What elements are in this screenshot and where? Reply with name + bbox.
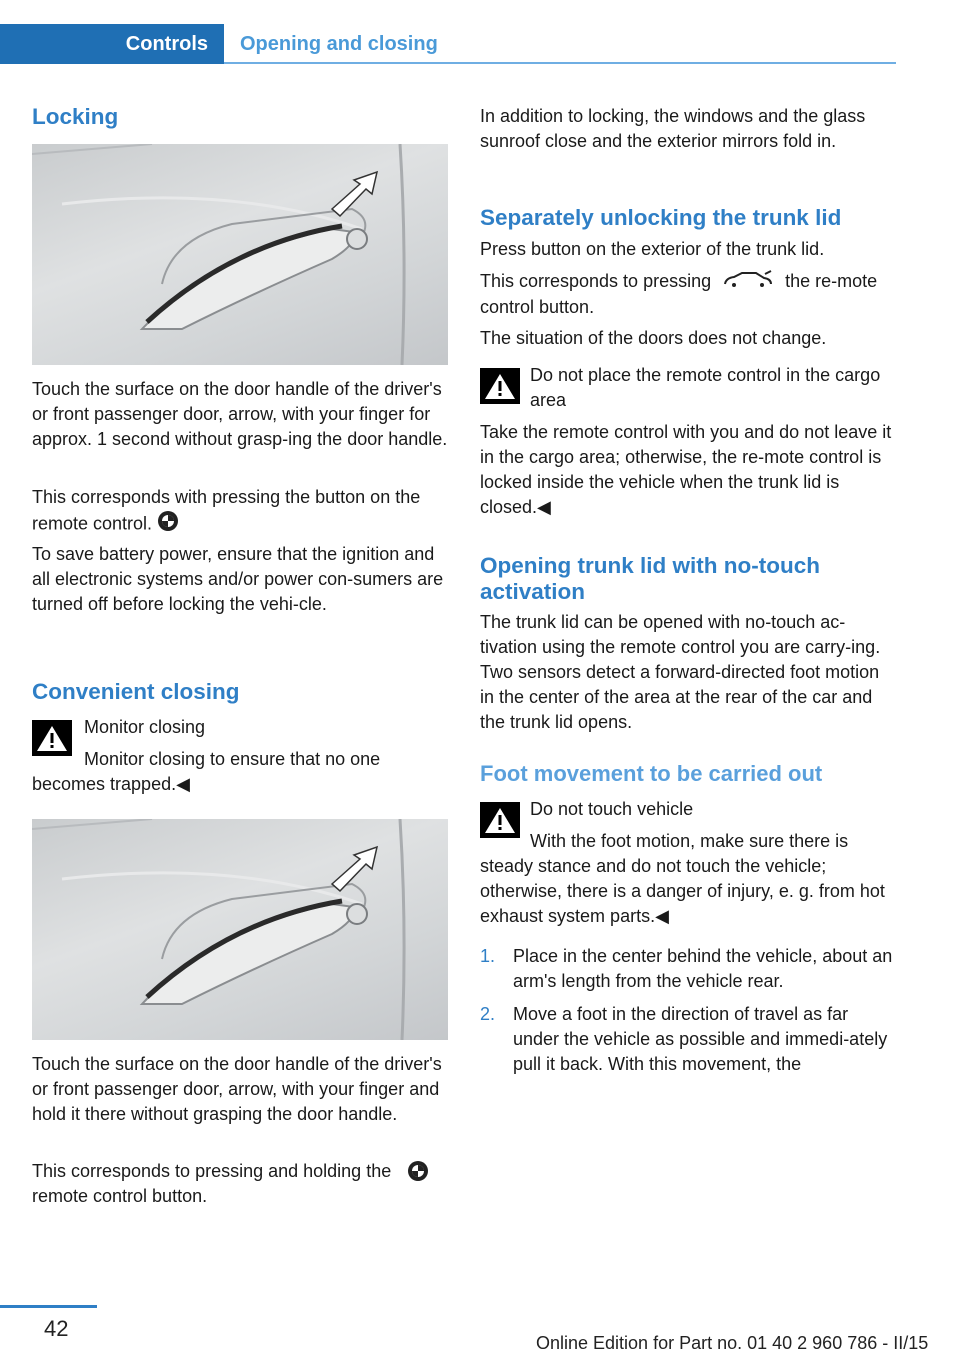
convenient-paragraph-2: This corresponds to pressing and holding the remote control button. (32, 1161, 392, 1206)
locking-paragraph-1: Touch the surface on the door handle of the driver's or front passenger door, arrow, with your finger for approx. 1 second without grasp‐ing the door handle. (32, 379, 448, 449)
list-item: Place in the center behind the vehicle, about an arm's length from the vehicle rear. (513, 946, 893, 991)
header-rule (224, 62, 896, 64)
chapter-tab: Opening and closing (240, 32, 438, 55)
edition-note: Online Edition for Part no. 01 40 2 960 786 - II/15 (536, 1333, 929, 1353)
locking-paragraph-2: This corresponds with pressing the button on the remote control. (32, 485, 448, 539)
convenient-paragraph-1: Touch the surface on the door handle of the driver's or front passenger door, arrow, with your finger and hold it there without grasping the door handle. (32, 1054, 442, 1124)
foot-warning-title: Do not touch vehicle (530, 799, 694, 819)
trunk-paragraph-3: The situation of the doors does not change. (480, 328, 827, 348)
bmw-logo-button-icon (407, 1160, 429, 1187)
bmw-logo-button-icon (157, 510, 179, 539)
door-handle-image-2 (32, 819, 448, 1040)
page-header (0, 0, 960, 64)
list-item-number: 2. (480, 1004, 496, 1024)
trunk-warning-title: Do not place the remote control in the cargo area (530, 365, 881, 410)
section-tab: Controls (0, 24, 224, 64)
car-trunk-icon (722, 270, 774, 295)
convenient-warning-title: Monitor closing (84, 717, 206, 737)
trunk-unlock-heading: Separately unlocking the trunk lid (480, 205, 842, 230)
trunk-paragraph-2: This corresponds to pressing the re‐mote control button. (480, 271, 878, 317)
trunk-paragraph-1: Press button on the exterior of the trunk lid. (480, 239, 825, 259)
locking-heading: Locking (32, 104, 119, 129)
page-number: 42 (44, 1316, 69, 1341)
no-touch-heading: Opening trunk lid with no-touch activation (480, 553, 820, 604)
footer-rule (0, 1305, 97, 1308)
no-touch-paragraph: The trunk lid can be opened with no-touch ac‐tivation using the remote control you are carry‐ing. Two sensors detect a forward-directed foot motion in the center of the area at the rear of the car and the trunk lid opens. (480, 612, 881, 732)
foot-movement-heading: Foot movement to be carried out (480, 761, 823, 786)
locking-paragraph-3: To save battery power, ensure that the ignition and all electronic systems and/or power con‐sumers are turned off before locking the vehi‐cle. (32, 544, 444, 614)
list-item-number: 1. (480, 946, 496, 966)
convenient-closing-heading: Convenient closing (32, 679, 240, 704)
foot-warning-body: With the foot motion, make sure there is steady stance and do not touch the vehicle; otherwise, there is a danger of injury, e. g. from hot exhaust system parts.◀ (480, 831, 885, 926)
intro-paragraph: In addition to locking, the windows and the glass sunroof close and the exterior mirrors fold in. (480, 106, 866, 151)
door-handle-image-1 (32, 144, 448, 365)
list-item: Move a foot in the direction of travel as far under the vehicle as possible and immedi‐ately pull it back. With this movement, the (513, 1004, 888, 1074)
convenient-warning-body: Monitor closing to ensure that no one becomes trapped.◀ (32, 749, 381, 794)
door-handle-illustration-2 (32, 819, 448, 1040)
warning-icon (480, 368, 520, 404)
door-handle-illustration-1 (32, 144, 448, 365)
trunk-warning-body: Take the remote control with you and do not leave it in the cargo area; otherwise, the re‐mote control is locked inside the vehicle when the trunk lid is closed.◀ (480, 422, 892, 517)
